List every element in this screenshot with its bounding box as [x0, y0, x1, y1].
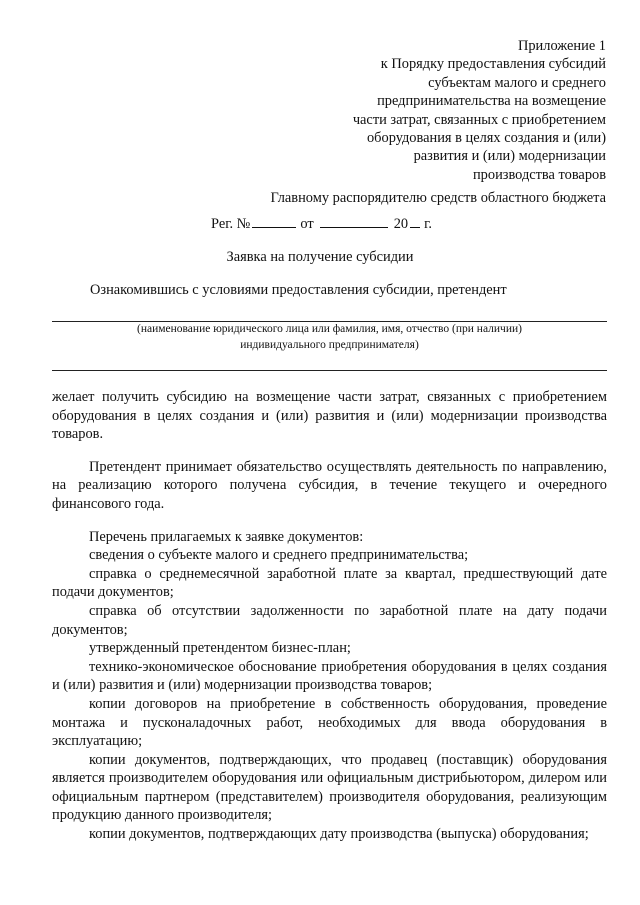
intro-text: Ознакомившись с условиями предоставления субсидии, претендент — [90, 282, 507, 298]
date-blank — [320, 215, 388, 228]
list-item: копии документов, подтверждающих, что продавец (поставщик) оборудования является производителем оборудования или официальным дистрибьютором, дилером или официальным партнером (представителем) производителя оборудования, реализующим продукцию данного производителя; — [52, 751, 607, 824]
obligation-paragraph: Претендент принимает обязательство осуществлять деятельность по направлению, на реализацию которого получена субсидия, в течение текущего и очередного финансового года. — [52, 458, 607, 512]
appendix-line: к Порядку предоставления субсидий — [380, 56, 606, 73]
appendix-line: предпринимательства на возмещение — [377, 93, 606, 110]
appendix-line: производства товаров — [472, 166, 606, 183]
caption-line-2: индивидуального предпринимателя) — [240, 338, 419, 351]
list-item: технико-экономическое обоснование приобретения оборудования в целях создания и (или) развития и (или) модернизации производства товаров; — [52, 658, 607, 694]
year-label: 20 — [393, 216, 409, 232]
date-from-label: от — [300, 216, 314, 232]
addressee: Главному распорядителю средств областного бюджета — [270, 190, 606, 206]
applicant-caption — [52, 322, 607, 353]
caption-line-1: (наименование юридического лица или фамилия, имя, отчество (при наличии) — [137, 323, 522, 335]
list-item: справка о среднемесячной заработной плате за квартал, предшествующий дате подачи документов; — [52, 565, 607, 601]
wish-paragraph: желает получить субсидию на возмещение части затрат, связанных с приобретением оборудования в целях создания и (или) развития и (или) модернизации производства товаров. — [52, 389, 607, 443]
reg-number-label: Рег. № — [211, 216, 251, 232]
list-heading: Перечень прилагаемых к заявке документов: — [89, 528, 364, 545]
appendix-line: части затрат, связанных с приобретением — [352, 111, 606, 128]
reg-number-blank — [252, 215, 296, 228]
list-item: утвержденный претендентом бизнес-план; — [89, 640, 351, 657]
appendix-line: субъектам малого и среднего — [428, 74, 606, 91]
year-blank — [410, 215, 420, 228]
appendix-line: Приложение 1 — [517, 38, 606, 54]
appendix-line: оборудования в целях создания и (или) — [366, 130, 606, 147]
appendix-header — [316, 37, 606, 184]
appendix-line: развития и (или) модернизации — [413, 148, 606, 165]
list-item: копии документов, подтверждающих дату производства (выпуска) оборудования; — [89, 826, 589, 843]
list-item: копии договоров на приобретение в собственность оборудования, проведение монтажа и пусконаладочных работ, необходимых для ввода оборудования в эксплуатацию; — [52, 695, 607, 750]
year-suffix: г. — [424, 216, 432, 232]
list-item: справка об отсутствии задолженности по заработной плате на дату подачи документов; — [52, 602, 607, 638]
applicant-name-line-2 — [52, 370, 607, 371]
registration-line — [211, 215, 432, 233]
document-title: Заявка на получение субсидии — [226, 249, 414, 265]
list-item: сведения о субъекте малого и среднего предпринимательства; — [89, 547, 469, 564]
document-body — [52, 388, 607, 844]
